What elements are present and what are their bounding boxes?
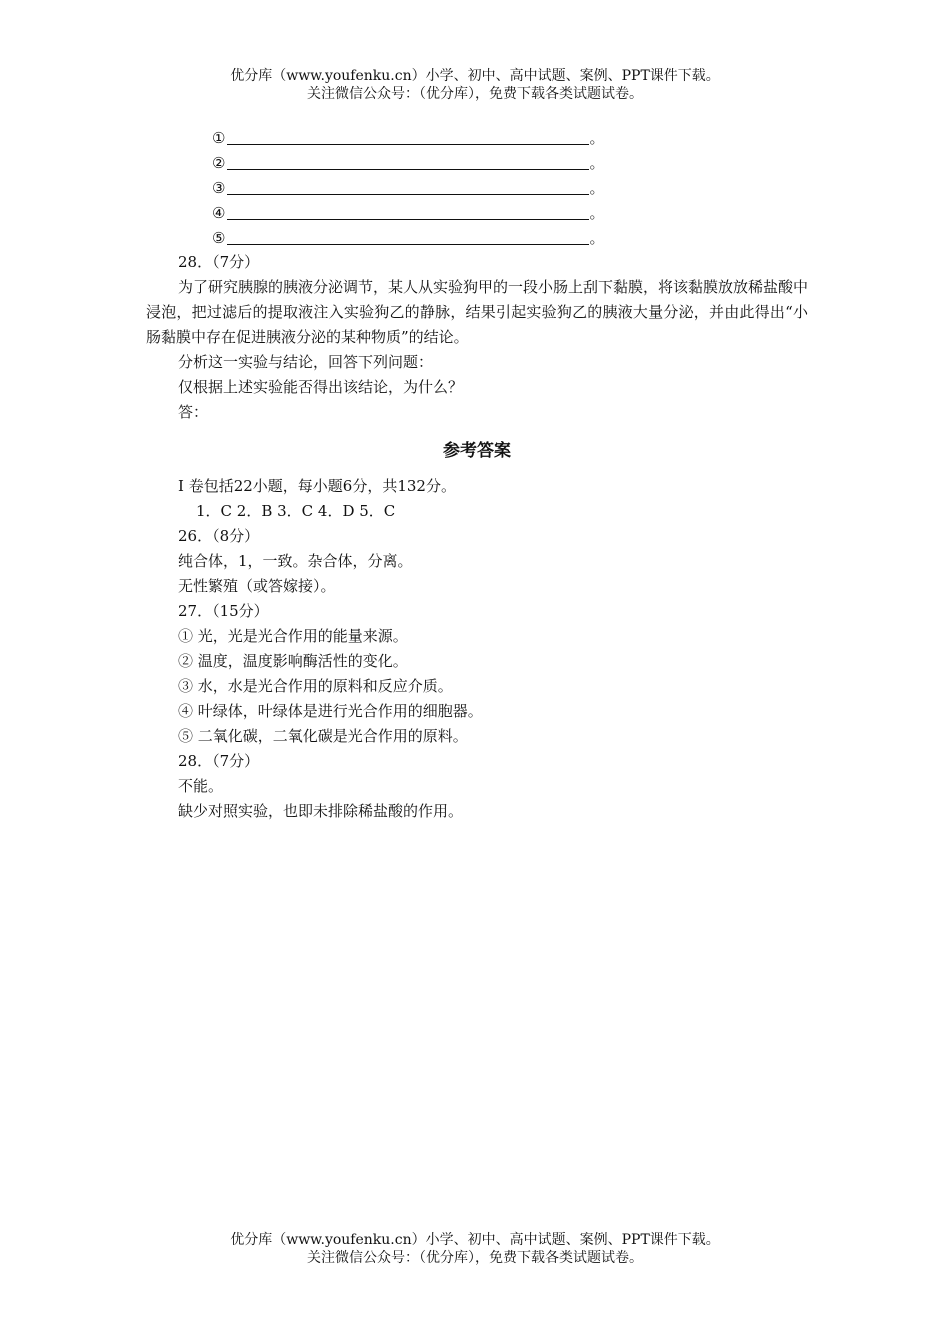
- blank-number: ④: [212, 204, 226, 222]
- question-28-analysis: 分析这一实验与结论，回答下列问题：: [178, 353, 434, 371]
- blank-number: ①: [212, 129, 226, 147]
- footer-line-1: 优分库（www.youfenku.cn）小学、初中、高中试题、案例、PPT课件下载。: [230, 1232, 720, 1248]
- answers-title: 参考答案: [443, 441, 511, 461]
- header-line-1: 优分库（www.youfenku.cn）小学、初中、高中试题、案例、PPT课件下载。: [230, 68, 720, 84]
- answer-line: ② 温度，温度影响酶活性的变化。: [178, 652, 408, 670]
- answer-line: ⑤ 二氧化碳，二氧化碳是光合作用的原料。: [178, 727, 468, 745]
- answer-line: ① 光，光是光合作用的能量来源。: [178, 627, 408, 645]
- blank-row-1: [212, 126, 604, 151]
- question-28-question: 仅根据上述实验能否得出该结论，为什么？: [178, 378, 464, 396]
- main-content: [146, 250, 808, 824]
- blank-end: 。: [589, 154, 605, 172]
- answer-line: 28．（7分）: [178, 752, 260, 770]
- blank-end: 。: [589, 129, 605, 147]
- answers-intro: Ⅰ 卷包括22小题，每小题6分，共132分。: [178, 477, 456, 495]
- blank-end: 。: [589, 179, 605, 197]
- blank-line: [227, 176, 589, 195]
- blank-line: [227, 226, 589, 245]
- blank-number: ②: [212, 154, 226, 172]
- answer-line: 26．（8分）: [178, 527, 260, 545]
- question-28-heading: 28．（7分）: [178, 253, 260, 271]
- blank-row-5: [212, 226, 604, 251]
- answer-line: 纯合体，1，一致。杂合体，分离。: [178, 552, 413, 570]
- page-header: [0, 67, 950, 103]
- footer-line-2: 关注微信公众号：（优分库），免费下载各类试题试卷。: [307, 1250, 643, 1266]
- blank-number: ⑤: [212, 229, 226, 247]
- blank-line: [227, 126, 589, 145]
- page-footer: [0, 1231, 950, 1267]
- answer-line: ④ 叶绿体，叶绿体是进行光合作用的细胞器。: [178, 702, 483, 720]
- blank-row-2: [212, 151, 604, 176]
- answer-line: 无性繁殖（或答嫁接）。: [178, 577, 336, 595]
- blank-line: [227, 201, 589, 220]
- answers-multiple-choice: 1．C 2．B 3．C 4．D 5．C: [196, 502, 396, 520]
- blank-end: 。: [589, 204, 605, 222]
- blank-line: [227, 151, 589, 170]
- answer-line: 缺少对照实验，也即未排除稀盐酸的作用。: [178, 802, 464, 820]
- answer-line: ③ 水，水是光合作用的原料和反应介质。: [178, 677, 453, 695]
- answer-blanks: [212, 126, 604, 251]
- blank-end: 。: [589, 229, 605, 247]
- blank-number: ③: [212, 179, 226, 197]
- blank-row-3: [212, 176, 604, 201]
- answer-line: 27．（15分）: [178, 602, 269, 620]
- blank-row-4: [212, 201, 604, 226]
- question-28-paragraph: 为了研究胰腺的胰液分泌调节，某人从实验狗甲的一段小肠上刮下黏膜，将该黏膜放放稀盐酸中浸泡，把过滤后的提取液注入实验狗乙的静脉，结果引起实验狗乙的胰液大量分泌，并由此得出“小肠黏膜中存在促进胰液分泌的某种物质”的结论。: [146, 278, 809, 346]
- header-line-2: 关注微信公众号：（优分库），免费下载各类试题试卷。: [307, 86, 643, 102]
- answer-line: 不能。: [178, 777, 224, 795]
- question-28-answer-label: 答：: [178, 403, 209, 421]
